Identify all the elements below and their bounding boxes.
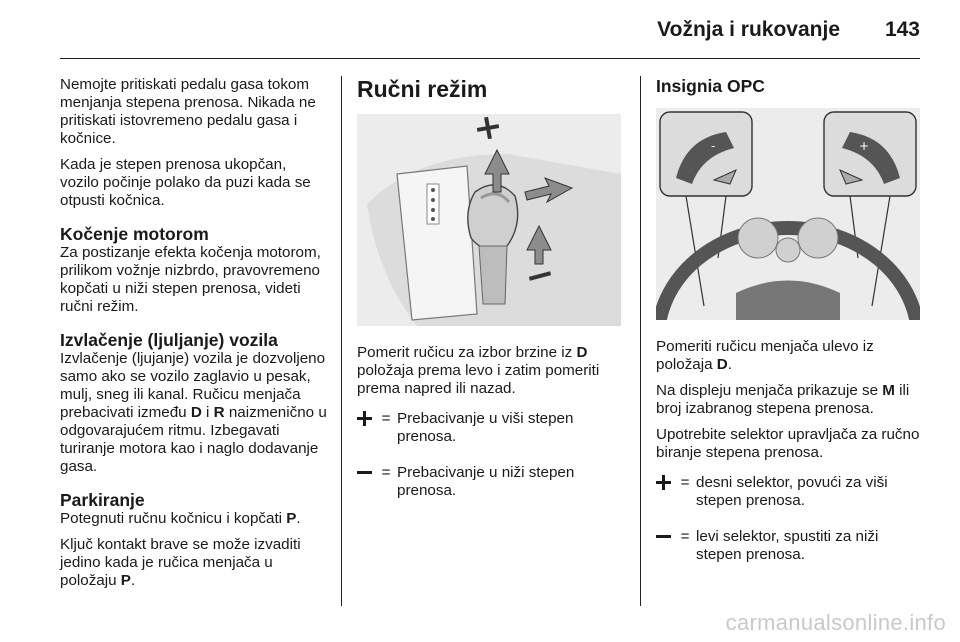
definition-text: levi selektor, spustiti za niži stepen prenosa. (696, 528, 879, 563)
text: Pomerit ručicu za izbor brzine iz (357, 344, 577, 361)
definition-text: desni selektor, povući za viši stepen prenosa. (696, 474, 888, 509)
text: Izvlačenje (ljujanje) vozila je dozvoljeno samo ako se vozilo zaglavio u pesak, mulj, sneg ili kanal. Ručicu menjača prebacivati između (60, 350, 326, 421)
watermark: carmanualsonline.info (725, 610, 946, 635)
paragraph (60, 350, 328, 476)
definition-text: Prebacivanje u viši stepen prenosa. (397, 410, 574, 445)
gear-lever-manual-mode-illustration (357, 114, 621, 326)
text: . (727, 356, 732, 373)
text: Ključ kontakt brave se može izvaditi jedino kada je ručica menjača u položaju (60, 536, 301, 589)
gear-p-label: P (120, 572, 131, 589)
steering-wheel-paddle-shifters-illustration (656, 108, 920, 320)
section-heading-parking: Parkiranje (60, 490, 145, 510)
paragraph: Kada je stepen prenosa ukopčan, vozilo počinje polako da puzi kada se otpusti kočnica. (60, 156, 311, 209)
svg-text:-: - (711, 139, 716, 153)
text: položaja prema levo i zatim pomeriti prema napred ili nazad. (357, 362, 600, 397)
gear-d-label: D (576, 344, 588, 361)
text: ili broj izabranog stepena prenosa. (656, 382, 910, 417)
column-right (656, 76, 924, 564)
minus-icon (656, 528, 674, 546)
paragraph: Upotrebite selektor upravljača za ručno biranje stepena prenosa. (656, 426, 920, 461)
gear-m-label: M (882, 382, 895, 399)
paragraph (60, 510, 328, 528)
page-number: 143 (884, 18, 920, 41)
definition-shift-up (357, 410, 625, 446)
text: Potegnuti ručnu kočnicu i kopčati (60, 510, 287, 527)
section-title-manual-mode: Ručni režim (357, 76, 488, 102)
column-divider (341, 76, 342, 606)
text: Na displeju menjača prikazuje se (656, 382, 883, 399)
equals-sign: = (680, 528, 690, 545)
page-header (60, 0, 920, 58)
definition-shift-down (357, 464, 625, 500)
paragraph (656, 338, 924, 374)
plus-icon (656, 474, 674, 492)
section-title-insignia-opc: Insignia OPC (656, 76, 765, 96)
section-heading-engine-braking: Kočenje motorom (60, 224, 209, 244)
plus-icon (357, 410, 375, 428)
minus-icon (357, 464, 375, 482)
text: . (296, 510, 301, 527)
svg-text:+: + (859, 139, 870, 153)
gear-p-label: P (286, 510, 297, 527)
page-title: Vožnja i rukovanje (657, 18, 840, 41)
definition-right-paddle (656, 474, 924, 510)
definition-text: Prebacivanje u niži stepen prenosa. (397, 464, 575, 499)
column-left (60, 76, 328, 598)
text: naizmenično u odgovarajućem ritmu. Izbegavati turiranje motora kao i naglo dodavanje gasa. (60, 404, 327, 475)
paragraph: Nemojte pritiskati pedalu gasa tokom menjanja stepena prenosa. Nikada ne pritiskati istovremeno pedalu gasa i kočnice. (60, 76, 316, 147)
gear-d-label: D (190, 404, 202, 421)
text: . (130, 572, 136, 589)
paragraph: Za postizanje efekta kočenja motorom, prilikom vožnje nizbrdo, pravovremeno kopčati u niži stepen prenosa, videti ručni režim. (60, 244, 321, 315)
paragraph (656, 382, 924, 418)
equals-sign: = (381, 410, 391, 427)
gear-d-label: D (716, 356, 728, 373)
paragraph (60, 536, 328, 590)
gear-r-label: R (213, 404, 225, 421)
column-middle (357, 76, 625, 500)
section-heading-rocking: Izvlačenje (ljuljanje) vozila (60, 330, 278, 350)
column-divider (640, 76, 641, 606)
header-rule (60, 58, 920, 59)
paragraph (357, 344, 625, 398)
equals-sign: = (680, 474, 690, 491)
text: i (201, 404, 214, 421)
equals-sign: = (381, 464, 391, 481)
definition-left-paddle (656, 528, 924, 564)
text: Pomeriti ručicu menjača ulevo iz položaja (656, 338, 874, 373)
